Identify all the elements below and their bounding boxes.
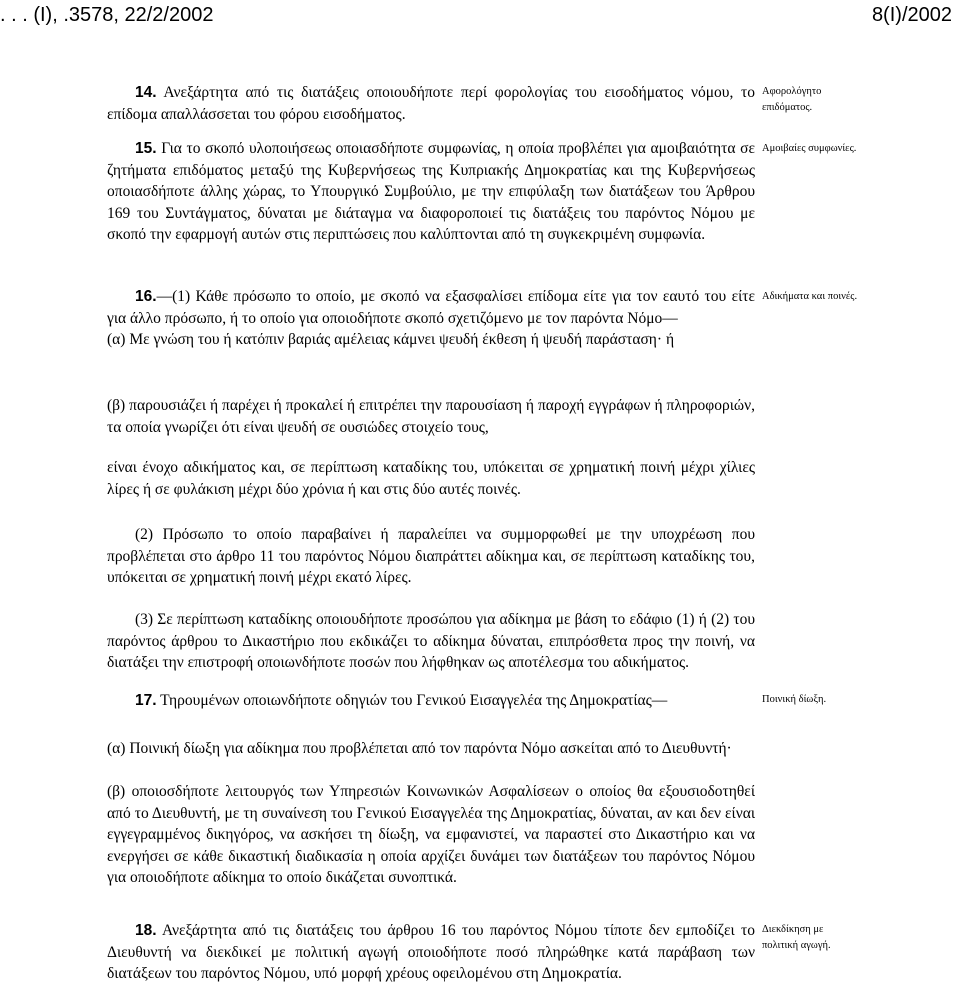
header-gazette-reference: . . . (Ι), .3578, 22/2/2002: [0, 4, 214, 26]
section-18: [107, 920, 755, 985]
header-law-number: 8(Ι)/2002: [871, 4, 952, 26]
section-text: Τηρουμένων οποιωνδήποτε οδηγιών του Γενικού Εισαγγελέα της Δημοκρατίας—: [156, 692, 668, 709]
section-number: 18.: [135, 922, 157, 939]
section-16-clause-b: [107, 395, 755, 438]
section-17-clause-a: [107, 738, 755, 760]
section-text: Για το σκοπό υλοποιήσεως οποιασδήποτε συμφωνίας, η οποία προβλέπει για αμοιβαιότητα σε ζητήματα επιδόματος μεταξύ της Κυβερνήσεως της Κυπριακής Δημοκρατίας και της Κυβερνήσεως οποιασδήποτε άλλης χώρας, το Υπουργικό Συμβούλιο, με την επιφύλαξη των διατάξεων του Άρθρου 169 του Συντάγματος, δύναται με διάταγμα να διαφοροποιεί τις διατάξεις του παρόντος Νόμου με σκοπό την εφαρμογή αυτών στις περιπτώσεις που καλύπτονται από τη συγκεκριμένη συμφωνία.: [107, 140, 755, 243]
side-note-14: Αφορολόγητο επιδόματος.: [762, 86, 822, 113]
section-text: Ανεξάρτητα από τις διατάξεις οποιουδήποτε περί φορολογίας του εισοδήματος νόμου, το επίδομα απαλλάσσεται του φόρου εισοδήματος.: [107, 84, 755, 123]
section-16-penalty: [107, 457, 755, 500]
side-note-18: Διεκδίκηση με πολιτική αγωγή.: [762, 924, 831, 951]
clause-a: (α) Ποινική δίωξη για αδίκημα που προβλέπεται από τον παρόντα Νόμο ασκείται από το Διευθυντή·: [107, 740, 732, 757]
section-15: [107, 138, 755, 246]
section-15-paragraph: [107, 138, 755, 246]
clause-b: (β) οποιοσδήποτε λειτουργός των Υπηρεσιών Κοινωνικών Ασφαλίσεων ο οποίος θα εξουσιοδοτηθεί από το Διευθυντή, με τη συναίνεση του Γενικού Εισαγγελέα της Δημοκρατίας, δύναται, αν και δεν είναι εγγεγραμμένος δικηγόρος, να ασκήσει τη δίωξη, να εμφανιστεί, να παραστεί στο Δικαστήριο και να ενεργήσει σε κάθε δικαστική διαδικασία η οποία αρχίζει δυνάμει των διατάξεων του παρόντος Νόμου για οποιοδήποτε αδίκημα το οποίο δικάζεται συνοπτικά.: [107, 783, 755, 886]
section-text: —(1) Κάθε πρόσωπο το οποίο, με σκοπό να εξασφαλίσει επίδομα είτε για τον εαυτό του είτε για άλλο πρόσωπο, ή το οποίο για οποιοδήποτε σκοπό σχετιζόμενο με τον παρόντα Νόμο—: [107, 288, 755, 327]
penalty-text: είναι ένοχο αδικήματος και, σε περίπτωση καταδίκης του, υπόκειται σε χρηματική ποινή μέχρι χίλιες λίρες ή σε φυλάκιση μέχρι δύο χρόνια ή και στις δύο αυτές ποινές.: [107, 459, 755, 498]
section-number: 15.: [135, 140, 157, 157]
section-16-paragraph: [107, 286, 755, 329]
section-16-intro: [107, 286, 755, 351]
side-note-16: Αδικήματα και ποινές.: [762, 291, 858, 302]
section-17: [107, 690, 755, 712]
section-17-paragraph: [107, 690, 755, 712]
section-text: Ανεξάρτητα από τις διατάξεις του άρθρου 16 του παρόντος Νόμου τίποτε δεν εμποδίζει το Διευθυντή να διεκδικεί με πολιτική αγωγή οποιοδήποτε ποσό πληρώθηκε κατά παράβαση των διατάξεων του παρόντος Νόμου, υπό μορφή χρέους οφειλομένου στη Δημοκρατία.: [107, 922, 755, 982]
side-note-15: Αμοιβαίες συμφωνίες.: [762, 143, 857, 154]
section-14-paragraph: [107, 82, 755, 125]
clause-b: (β) παρουσιάζει ή παρέχει ή προκαλεί ή επιτρέπει την παρουσίαση ή παροχή εγγράφων ή πληροφοριών, τα οποία γνωρίζει ότι είναι ψευδή σε ουσιώδες στοιχείο τους,: [107, 397, 755, 436]
section-number: 14.: [135, 84, 157, 101]
section-17-clause-b: [107, 781, 755, 889]
section-number: 17.: [135, 692, 157, 709]
subsection-3: (3) Σε περίπτωση καταδίκης οποιουδήποτε προσώπου για αδίκημα με βάση το εδάφιο (1) ή (2) του παρόντος άρθρου το Δικαστήριο που εκδικάζει το αδίκημα δύναται, επιπρόσθετα προς την ποινή, να διατάξει την επιστροφή οποιωνδήποτε ποσών που λήφθηκαν ως αποτέλεσμα του αδικήματος.: [107, 611, 755, 671]
section-16-subsection-3: [107, 609, 755, 674]
section-number: 16.: [135, 288, 157, 305]
section-18-paragraph: [107, 920, 755, 985]
side-note-17: Ποινική δίωξη.: [762, 694, 827, 705]
clause-a: (α) Με γνώση του ή κατόπιν βαριάς αμέλειας κάμνει ψευδή έκθεση ή ψευδή παράσταση· ή: [107, 331, 675, 348]
section-16-subsection-2: [107, 524, 755, 589]
subsection-2: (2) Πρόσωπο το οποίο παραβαίνει ή παραλείπει να συμμορφωθεί με την υποχρέωση που προβλέπεται στο άρθρο 11 του παρόντος Νόμου διαπράττει αδίκημα και, σε περίπτωση καταδίκης του, υπόκειται σε χρηματική ποινή μέχρι εκατό λίρες.: [107, 526, 755, 586]
section-14: [107, 82, 755, 125]
page-header: [0, 2, 960, 28]
